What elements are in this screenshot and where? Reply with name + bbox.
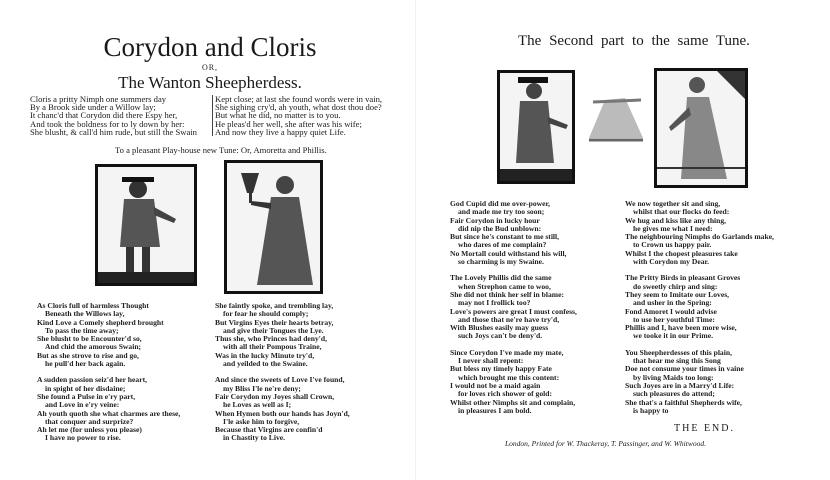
part1-column-2 (215, 302, 350, 443)
verse-line: and give their Tongues the Lye. (223, 325, 324, 335)
verse-line: Whilst I the chopest pleasures take (625, 248, 738, 258)
intro-line: She sighing cry'd, ah youth, what dost thou doe? (215, 102, 382, 113)
verse-line: and yeilded to the Swaine. (223, 359, 308, 369)
verse-line: that hear me sing this Song (633, 356, 721, 366)
second-part-title: The Second part to the same Tune. (518, 33, 750, 49)
verse-line: may not I frollick too? (458, 298, 531, 308)
verse-line: in pleasures I am bold. (458, 405, 532, 415)
verse-line: The neighbouring Nimphs do Garlands make, (625, 232, 774, 242)
verse-line: and made me try too soon; (458, 207, 545, 217)
verse-line: my Bliss I'le ne're deny; (223, 383, 301, 393)
verse-line: I would not be a maid again (450, 380, 541, 390)
verse-line: Doe not consume your times in vaine (625, 364, 744, 374)
title-or: OR, (201, 63, 219, 72)
intro-right (212, 95, 382, 136)
verse-line: who dares of me complain? (458, 240, 547, 250)
ballad-subtitle: The Wanton Sheepherdess. (118, 73, 302, 92)
verse-line: I'le aske him to forgive, (223, 416, 300, 426)
page-fold (415, 0, 416, 480)
verse-line: by living Maids too long: (633, 372, 714, 382)
verse-line: Such Joyes are in a Marry'd Life: (625, 380, 735, 390)
verse-line: Thus she, who Princes had deny'd, (215, 334, 328, 344)
intro-left (30, 95, 197, 136)
verse-line: to Crown us happy pair. (633, 240, 712, 250)
verse-line: did nip the Bud unblown: (458, 223, 542, 233)
intro-line: Kept close; at last she found words were in vain, (215, 94, 383, 104)
intro-line: Cloris a pritty Nimph one summers day (30, 94, 167, 104)
verse-line: to use her youthful Time: (633, 314, 715, 324)
verse-line: But as she strove to rise and go, (37, 350, 139, 360)
gentleman-woodcut-icon (95, 164, 197, 286)
verse-line: She found a Pulse in e'ry part, (37, 391, 136, 401)
verse-line: You Sheepherdesses of this plain, (625, 347, 732, 357)
verse-line: Love's powers are great I must confess, (450, 306, 577, 316)
verse-line: such Joys can't be deny'd. (458, 331, 543, 341)
verse-line: he Loves as well as I; (223, 400, 292, 410)
verse-line: Because that Virgins are confin'd (215, 425, 323, 435)
verse-line: And since the sweets of Love I've found, (215, 375, 345, 385)
intro-line: By a Brook side under a Willow lay; (30, 102, 156, 113)
intro-line: It chanc'd that Corydon did there Espy her, (30, 110, 178, 121)
printer-imprint: London, Printed for W. Thackeray, T. Passinger, and W. Whitwood. (505, 439, 706, 448)
verse-line: in spight of her disdaine; (45, 383, 126, 393)
verse-line: Ah let me (for unless you please) (37, 425, 142, 435)
tune-line: To a pleasant Play-house new Tune: Or, Amoretta and Phillis. (115, 145, 327, 155)
verse-line: She that's a faithful Shepherds wife, (625, 397, 742, 407)
verse-line: with Corydon my Dear. (633, 257, 710, 267)
verse-line: that conquer and surprize? (45, 416, 134, 426)
verse-line: But since he's constant to me still, (450, 232, 560, 242)
verse-line: They seem to Imitate our Loves, (625, 289, 730, 299)
intro-line: But what he did, no matter is to you. (215, 110, 341, 121)
verse-line: Was in the lucky Minute try'd, (215, 350, 315, 360)
verse-line: and Love in e'ry veine: (45, 400, 120, 410)
verse-line: The Pritty Birds in pleasant Groves (625, 273, 741, 283)
intro-line: She blusht, & call'd him rude, but still the Swain (30, 126, 197, 137)
verse-line: And chid the amorous Swain; (45, 342, 142, 352)
lady-in-gown-woodcut-icon (654, 68, 748, 188)
verse-line: is happy to (633, 405, 669, 415)
verse-line: She blusht to be Encounter'd so, (37, 334, 142, 344)
verse-line: Fair Corydon my Joyes shall Crown, (215, 391, 335, 401)
verse-line: But bless my timely happy Fate (450, 364, 552, 374)
verse-line: we tooke it in our Prime. (633, 331, 714, 341)
verse-line: I never shall repent: (458, 356, 524, 366)
verse-line: Phillis and I, have been more wise, (625, 323, 737, 333)
verse-line: and those that ne're have try'd, (458, 314, 560, 324)
verse-line: With Blushes easily may guess (450, 323, 549, 333)
intro-line: He pleas'd her well, she after was his wife; (215, 118, 362, 129)
verse-line: She faintly spoke, and trembling lay, (215, 301, 334, 310)
verse-line: do sweetly chirp and sing: (633, 281, 718, 291)
the-end: THE END. (674, 423, 735, 434)
verse-line: But Virgins Eyes their hearts betray, (215, 317, 334, 327)
verse-line: with all their Pompous Traine, (223, 342, 322, 352)
verse-line: We hug and kiss like any thing, (625, 215, 727, 225)
verse-line: We now together sit and sing, (625, 199, 721, 208)
ballad-title: Corydon and Cloris (103, 32, 317, 62)
verse-line: for loves rich shower of gold: (458, 389, 552, 399)
intro-line: And took the boldness for to ly down by her: (30, 118, 185, 129)
lady-with-goblet-woodcut-icon (224, 160, 323, 294)
verse-line: To pass the time away; (45, 325, 119, 335)
verse-line: No Mortall could withstand his will, (450, 248, 567, 258)
verse-line: I have no power to rise. (45, 433, 121, 443)
part2-column-2 (625, 200, 774, 415)
verse-line: A sudden passion seiz'd her heart, (37, 375, 147, 385)
verse-line: As Cloris full of harmless Thought (37, 301, 149, 310)
verse-line: he gives me what I need: (633, 223, 713, 233)
verse-line: for fear he should comply; (223, 309, 309, 319)
verse-line: whilst that our flocks do feed: (633, 207, 730, 217)
verse-line: When Hymen both our hands has Joyn'd, (215, 408, 350, 418)
verse-line: and usher in the Spring: (633, 298, 712, 308)
verse-line: The Lovely Phillis did the same (450, 273, 552, 283)
verse-line: She did not think her self in blame: (450, 289, 564, 299)
verse-line: Whilst other Nimphs sit and complain, (450, 397, 576, 407)
part2-column-1 (450, 200, 577, 415)
verse-line: Beneath the Willows lay, (45, 309, 125, 319)
verse-line: in Chastity to Live. (223, 433, 286, 443)
verse-line: Fair Corydon in lucky hour (450, 215, 540, 225)
verse-line: Since Corydon I've made my mate, (450, 347, 564, 357)
verse-line: Fond Amoret I would advise (625, 306, 717, 316)
verse-line: God Cupid did me over-power, (450, 199, 551, 208)
verse-line: Kind Love a Comely shepherd brought (37, 317, 164, 327)
flower-ornament-icon (585, 92, 647, 144)
verse-line: so charming is my Swaine. (458, 257, 544, 267)
gentleman-in-hat-woodcut-icon (497, 70, 575, 184)
verse-line: when Strephon came to woo, (458, 281, 551, 291)
verse-line: such pleasures do attend; (633, 389, 715, 399)
intro-line: And now they live a happy quiet Life. (215, 126, 346, 137)
part1-column-1 (37, 302, 180, 443)
verse-line: he pull'd her back again. (45, 359, 126, 369)
verse-line: Ah youth quoth she what charmes are these, (37, 408, 181, 418)
verse-line: which brought me this content: (458, 372, 560, 382)
